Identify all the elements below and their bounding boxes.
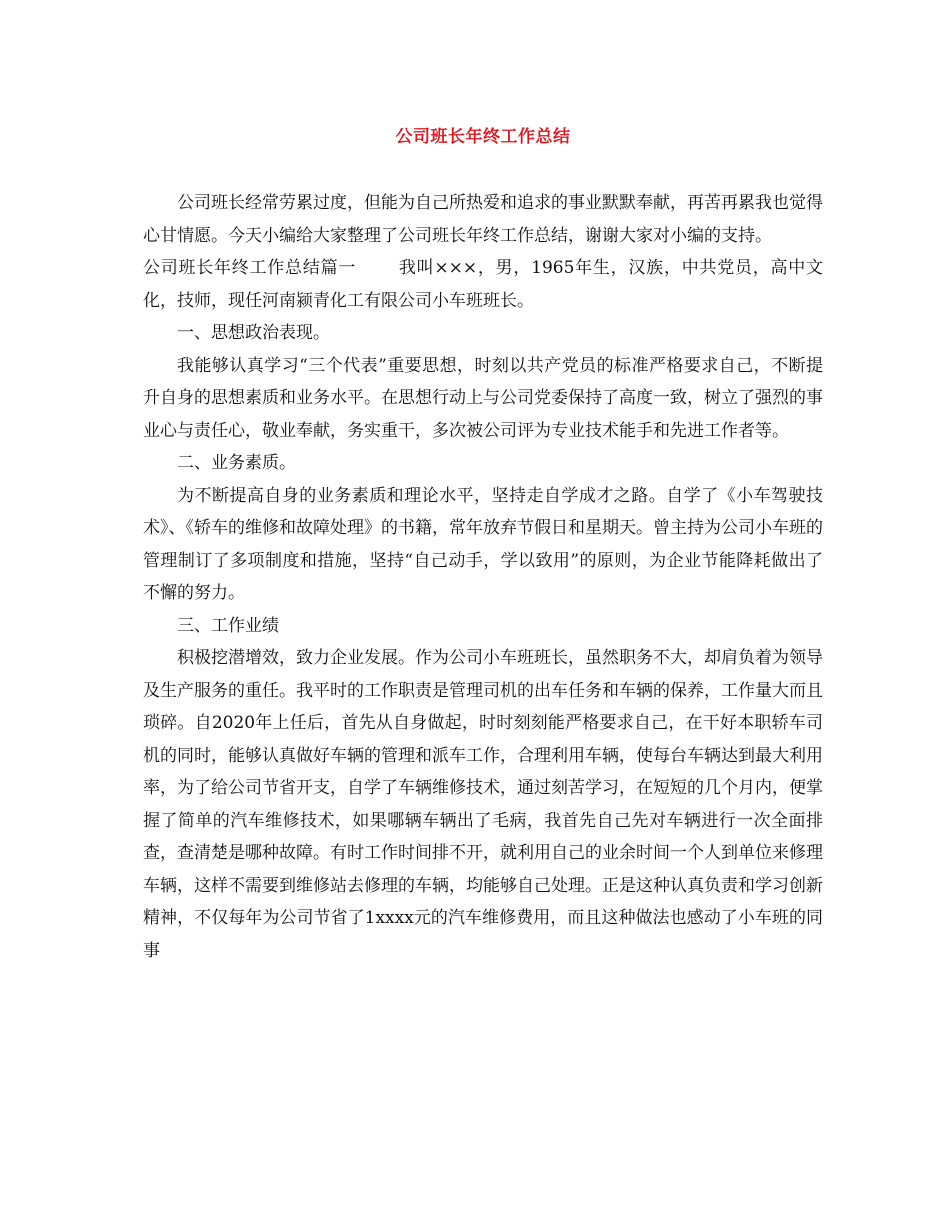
section-heading-2: 二、业务素质。 (177, 453, 296, 473)
section-paragraph-2: 为不断提高自身的业务素质和理论水平，坚持走自学成才之路。自学了《小车驾驶技术》、《轿车的维修和故障处理》的书籍，常年放弃节假日和星期天。曾主持为公司小车班的管理制订了多项制度和措施，坚持“自己动手，学以致用”的原则，为企业节能降耗做出了不懈的努力。 (143, 485, 823, 603)
section-paragraph-1: 我能够认真学习“三个代表”重要思想，时刻以共产党员的标准严格要求自己，不断提升自身的思想素质和业务水平。在思想行动上与公司党委保持了高度一致，树立了强烈的事业心与责任心，敬业奉献，务实重干，多次被公司评为专业技术能手和先进工作者等。 (143, 355, 823, 441)
document-title: 公司班长年终工作总结 (395, 127, 571, 147)
intro-paragraph: 公司班长经常劳累过度，但能为自己所热爱和追求的事业默默奉献，再苦再累我也觉得心甘情愿。今天小编给大家整理了公司班长年终工作总结，谢谢大家对小编的支持。 (143, 193, 823, 246)
document-body (143, 187, 823, 967)
section-heading-1: 一、思想政治表现。 (177, 323, 330, 343)
part-one-paragraph (143, 252, 823, 317)
section-paragraph-3: 积极挖潜增效，致力企业发展。作为公司小车班班长，虽然职务不大，却肩负着为领导及生产服务的重任。我平时的工作职责是管理司机的出车任务和车辆的保养，工作量大而且琐碎。自2020年上任后，首先从自身做起，时时刻刻能严格要求自己，在干好本职轿车司机的同时，能够认真做好车辆的管理和派车工作，合理利用车辆，使每台车辆达到最大利用率，为了给公司节省开支，自学了车辆维修技术，通过刻苦学习，在短短的几个月内，便掌握了简单的汽车维修技术，如果哪辆车辆出了毛病，我首先自己先对车辆进行一次全面排查，查清楚是哪种故障。有时工作时间排不开，就利用自己的业余时间一个人到单位来修理车辆，这样不需要到维修站去修理的车辆，均能够自己处理。正是这种认真负责和学习创新精神，不仅每年为公司节省了1xxxx元的汽车维修费用，而且这种做法也感动了小车班的同事 (143, 648, 823, 961)
part-one-label: 公司班长年终工作总结篇一 (143, 258, 357, 278)
section-heading-3: 三、工作业绩 (177, 615, 279, 636)
part-one-text: 我叫×××，男，1965年生，汉族，中共党员，高中文化，技师，现任河南颍青化工有限公司小车班班长。 (143, 258, 823, 311)
